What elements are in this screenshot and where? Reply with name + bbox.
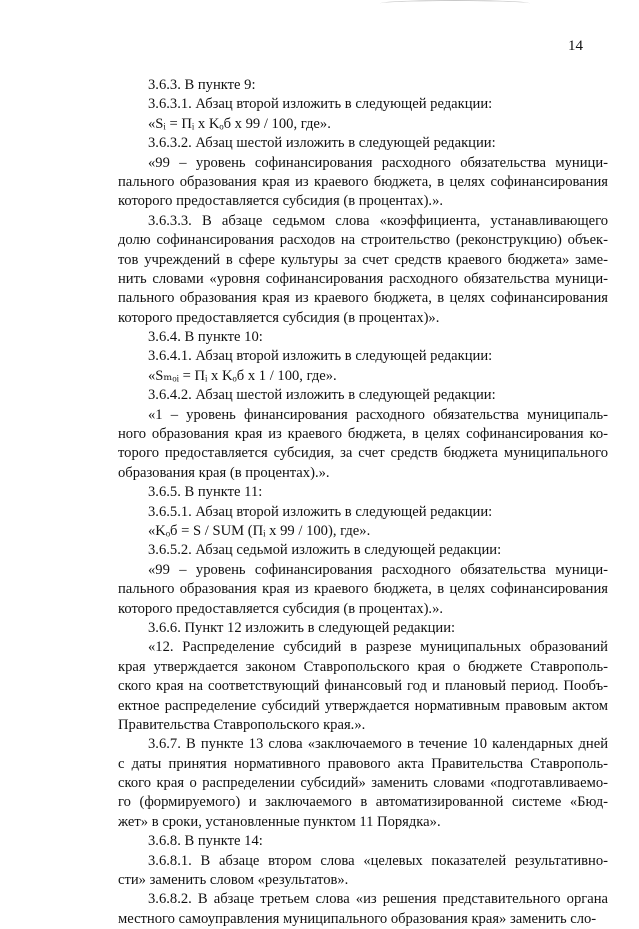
text-line: края утверждается законом Ставропольского края о бюджете Ставрополь-	[118, 658, 608, 675]
text-line: нить словами «уровня софинансирования расходного обязательства муници-	[118, 270, 608, 287]
text-line: 3.6.5. В пункте 11:	[148, 484, 263, 501]
text-line: 3.6.4.1. Абзац второй изложить в следующей редакции:	[148, 348, 493, 365]
text-line: местного самоуправления муниципального образования края» заменить сло-	[118, 910, 597, 927]
text-line: «99 – уровень софинансирования расходного обязательства муници-	[148, 154, 608, 171]
text-line: «Sₘₒᵢ = Пᵢ x Kₒб x 1 / 100, где».	[148, 367, 337, 384]
text-line: 3.6.3. В пункте 9:	[148, 77, 256, 93]
text-line: «1 – уровень финансирования расходного обязательства муниципаль-	[148, 406, 608, 423]
text-line: которого предоставляется субсидия (в процентах).».	[118, 193, 444, 210]
document-body	[118, 76, 608, 929]
text-line: ектное распределение субсидий утверждается нормативным правовым актом	[118, 697, 608, 714]
text-line: Правительства Ставропольского края.».	[118, 716, 366, 733]
text-line: которого предоставляется субсидия (в процентах).».	[118, 600, 444, 617]
text-line: пального образования края из краевого бюджета, в целях софинансирования	[118, 290, 608, 307]
text-line: 3.6.3.2. Абзац шестой изложить в следующей редакции:	[148, 135, 496, 152]
text-line: 3.6.8. В пункте 14:	[148, 833, 263, 850]
text-line: 3.6.3.3. В абзаце седьмом слова «коэффициента, устанавливающего	[148, 212, 608, 229]
text-line: «12. Распределение субсидий в разрезе муниципальных образований	[148, 639, 608, 656]
text-line: 3.6.3.1. Абзац второй изложить в следующей редакции:	[148, 96, 493, 113]
text-line: 3.6.7. В пункте 13 слова «заключаемого в течение 10 календарных дней	[148, 736, 608, 753]
text-line: пального образования края из краевого бюджета, в целях софинансирования	[118, 581, 608, 598]
text-line: 3.6.6. Пункт 12 изложить в следующей редакции:	[148, 619, 456, 636]
text-line: которого предоставляется субсидия (в процентах)».	[118, 309, 440, 326]
text-line: образования края (в процентах).».	[118, 464, 330, 481]
text-line: сти» заменить словом «результатов».	[118, 872, 349, 889]
text-line: «99 – уровень софинансирования расходного обязательства муници-	[148, 561, 608, 578]
text-line: 3.6.4.2. Абзац шестой изложить в следующей редакции:	[148, 387, 496, 404]
text-line: тов учреждений в сфере культуры за счет средств краевого бюджета» заме-	[118, 251, 608, 268]
text-line: 3.6.5.1. Абзац второй изложить в следующей редакции:	[148, 503, 493, 520]
text-line: го (формируемого) и заключаемого в автоматизированной системе «Бюд-	[118, 794, 608, 811]
text-line: торого предоставляется субсидия, за счет средств бюджета муниципального	[118, 445, 608, 462]
text-line: ного образования края из краевого бюджета, в целях софинансирования ко-	[118, 426, 608, 443]
text-line: 3.6.8.1. В абзаце втором слова «целевых показателей результативно-	[148, 852, 608, 869]
text-line: 3.6.4. В пункте 10:	[148, 329, 263, 346]
text-line: ского края на соответствующий финансовый год и плановый период. Пообъ-	[118, 678, 608, 695]
text-line: 3.6.8.2. В абзаце третьем слова «из решения представительного органа	[148, 891, 608, 908]
text-line: «Sᵢ = Пᵢ x Kₒб x 99 / 100, где».	[148, 115, 331, 132]
text-line: с даты принятия нормативного правового акта Правительства Ставрополь-	[118, 755, 608, 772]
text-line: жет» в сроки, установленные пунктом 11 Порядка».	[118, 813, 441, 830]
scan-artifact	[380, 0, 530, 7]
text-line: долю софинансирования расходов на строительство (реконструкцию) объек-	[118, 232, 608, 249]
text-line: ского края о распределении субсидий» заменить словами «подготавливаемо-	[118, 775, 608, 792]
page-number: 14	[568, 38, 583, 54]
text-line: 3.6.5.2. Абзац седьмой изложить в следующей редакции:	[148, 542, 502, 559]
text-line: пального образования края из краевого бюджета, в целях софинансирования	[118, 173, 608, 190]
text-line: «Kₒб = S / SUM (Пᵢ x 99 / 100), где».	[148, 522, 371, 539]
